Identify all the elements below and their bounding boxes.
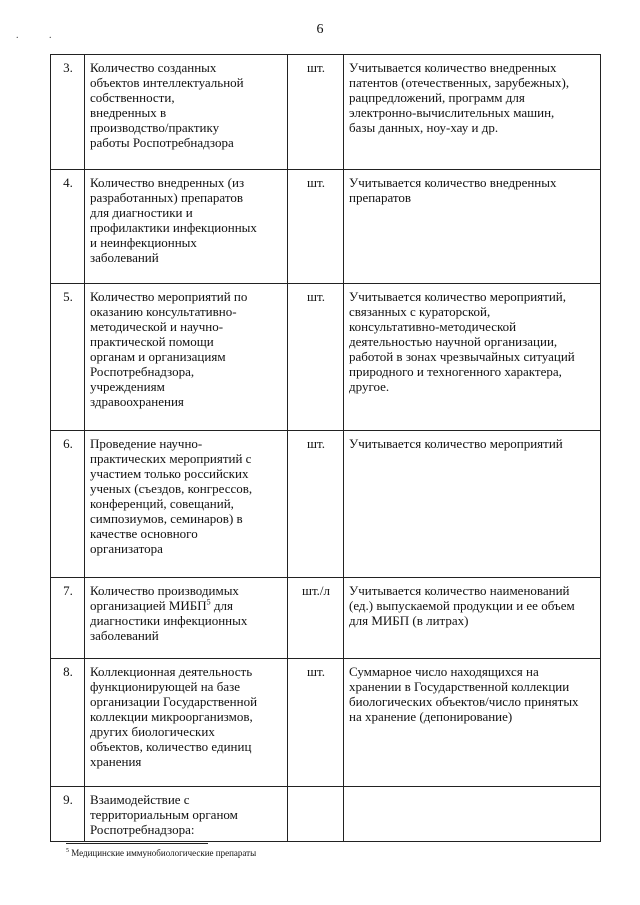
table-row-6 (51, 431, 601, 578)
desc-line: электронно-вычислительных машин, (349, 105, 555, 120)
desc-line: Суммарное число находящихся на (349, 664, 539, 679)
row-number: 8. (51, 659, 85, 787)
desc-line: на хранение (депонирование) (349, 709, 513, 724)
desc-line: консультативно-методической (349, 319, 517, 334)
indicator-name (85, 431, 288, 578)
name-line: здравоохранения (90, 394, 184, 409)
name-line: Количество мероприятий по (90, 289, 248, 304)
unit-cell: шт. (288, 431, 344, 578)
unit-cell: шт./л (288, 578, 344, 659)
desc-line: Учитывается количество наименований (349, 583, 570, 598)
desc-line: другое. (349, 379, 390, 394)
name-line: ученых (съездов, конгрессов, (90, 481, 253, 496)
description-cell (344, 170, 601, 284)
description-cell (344, 787, 601, 842)
name-line: заболеваний (90, 250, 159, 265)
footnote-mark: 5 (66, 848, 69, 854)
desc-line: препаратов (349, 190, 412, 205)
unit-cell: шт. (288, 170, 344, 284)
name-line: профилактики инфекционных (90, 220, 257, 235)
row-number: 5. (51, 284, 85, 431)
indicator-name (85, 170, 288, 284)
unit-cell: шт. (288, 659, 344, 787)
name-line: собственности, (90, 90, 175, 105)
name-line: производство/практику (90, 120, 220, 135)
name-line: коллекции микроорганизмов, (90, 709, 253, 724)
description-cell (344, 578, 601, 659)
desc-line: Учитывается количество внедренных (349, 175, 557, 190)
desc-line: патентов (отечественных, зарубежных), (349, 75, 570, 90)
row-number: 6. (51, 431, 85, 578)
desc-line: Учитывается количество мероприятий (349, 436, 563, 451)
indicator-name (85, 659, 288, 787)
name-line: Роспотребнадзора, (90, 364, 195, 379)
desc-line: работой в зонах чрезвычайных ситуаций (349, 349, 575, 364)
footnote-divider (66, 843, 208, 844)
row-number: 3. (51, 55, 85, 170)
name-line: оказанию консультативно- (90, 304, 237, 319)
name-line: качестве основного (90, 526, 198, 541)
unit-cell: шт. (288, 55, 344, 170)
name-line: органам и организациям (90, 349, 226, 364)
name-line: территориальным органом (90, 807, 238, 822)
description-cell (344, 659, 601, 787)
indicator-name (85, 578, 288, 659)
desc-line: деятельностью научной организации, (349, 334, 558, 349)
name-line: Количество производимых (90, 583, 239, 598)
desc-line: Учитывается количество мероприятий, (349, 289, 567, 304)
name-line: учреждениям (90, 379, 165, 394)
indicator-name (85, 284, 288, 431)
row-number: 7. (51, 578, 85, 659)
name-line: организации Государственной (90, 694, 258, 709)
footnote (66, 848, 256, 858)
desc-line: (ед.) выпускаемой продукции и ее объем (349, 598, 575, 613)
unit-cell (288, 787, 344, 842)
scan-specks: . . (16, 30, 66, 41)
name-line: участием только российских (90, 466, 249, 481)
name-line: других биологических (90, 724, 215, 739)
name-line: разработанных) препаратов (90, 190, 243, 205)
indicator-name (85, 55, 288, 170)
description-cell (344, 55, 601, 170)
name-line: хранения (90, 754, 142, 769)
name-line: Роспотребнадзора: (90, 822, 195, 837)
name-line: диагностики инфекционных (90, 613, 248, 628)
name-line: Количество внедренных (из (90, 175, 245, 190)
name-line-text: организацией МИБП (90, 598, 207, 613)
name-line: внедренных в (90, 105, 167, 120)
table-row-7 (51, 578, 601, 659)
name-line: конференций, совещаний, (90, 496, 234, 511)
desc-line: базы данных, ноу-хау и др. (349, 120, 499, 135)
name-line: Коллекционная деятельность (90, 664, 253, 679)
name-line: Взаимодействие с (90, 792, 190, 807)
name-line: практической помощи (90, 334, 214, 349)
footnote-ref: 5 (206, 597, 211, 607)
description-cell (344, 284, 601, 431)
page-number: 6 (316, 22, 324, 37)
name-line-tail: для (210, 598, 233, 613)
name-line: Количество созданных (90, 60, 217, 75)
desc-line: хранении в Государственной коллекции (349, 679, 570, 694)
desc-line: для МИБП (в литрах) (349, 613, 469, 628)
desc-line: биологических объектов/число принятых (349, 694, 579, 709)
name-line: методической и научно- (90, 319, 224, 334)
table-row-9 (51, 787, 601, 842)
name-line: организатора (90, 541, 163, 556)
table-row-5 (51, 284, 601, 431)
name-line: объектов, количество единиц (90, 739, 252, 754)
description-cell (344, 431, 601, 578)
table-row-8 (51, 659, 601, 787)
name-line: функционирующей на базе (90, 679, 240, 694)
table-row-4 (51, 170, 601, 284)
name-line: для диагностики и (90, 205, 193, 220)
name-line: работы Роспотребнадзора (90, 135, 234, 150)
desc-line: Учитывается количество внедренных (349, 60, 557, 75)
name-line: заболеваний (90, 628, 159, 643)
desc-line: связанных с кураторской, (349, 304, 491, 319)
name-line: практических мероприятий с (90, 451, 252, 466)
name-line: Проведение научно- (90, 436, 203, 451)
name-line: и неинфекционных (90, 235, 197, 250)
unit-cell: шт. (288, 284, 344, 431)
desc-line: природного и техногенного характера, (349, 364, 562, 379)
name-line: симпозиумов, семинаров) в (90, 511, 243, 526)
indicator-name (85, 787, 288, 842)
table-row-3 (51, 55, 601, 170)
name-line: объектов интеллектуальной (90, 75, 244, 90)
row-number: 9. (51, 787, 85, 842)
footnote-text: Медицинские иммунобиологические препараты (69, 848, 257, 858)
name-line (90, 598, 283, 613)
indicators-table (50, 54, 601, 842)
row-number: 4. (51, 170, 85, 284)
desc-line: рацпредложений, программ для (349, 90, 525, 105)
